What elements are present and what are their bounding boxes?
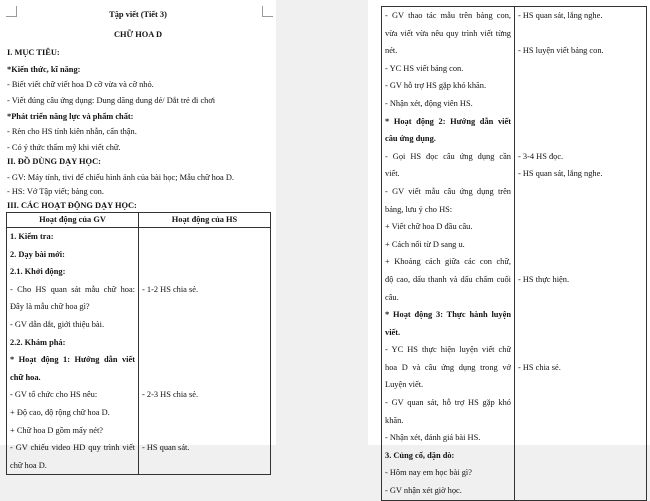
table-line: 2.2. Khám phá: <box>10 337 66 347</box>
table-line <box>142 422 267 440</box>
table-line: - Gọi HS đọc câu ứng dụng cần <box>385 151 511 161</box>
table-line <box>142 316 267 334</box>
table-line: - HS quan sát. <box>142 443 190 453</box>
table-line: - GV quan sát, hỗ trợ HS gặp khó <box>385 398 511 408</box>
table-line: - 3-4 HS đọc. <box>518 151 564 161</box>
table-line: bảng, lưu ý cho HS: <box>385 204 453 214</box>
table-line: nét. <box>385 46 398 56</box>
table-line <box>142 298 267 316</box>
table-line: - GV thao tác mẫu trên bảng con, <box>385 11 511 20</box>
table-line <box>518 464 643 482</box>
table-line: + Chữ hoa D gồm mấy nét? <box>10 425 103 435</box>
table-line: - GV dẫn dắt, giới thiệu bài. <box>10 319 105 329</box>
table-line <box>518 306 643 324</box>
table-line <box>142 369 267 387</box>
table-line: - YC HS viết bảng con. <box>385 63 464 73</box>
subsection-heading: *Phát triển năng lực và phẩm chất: <box>7 112 134 121</box>
table-line <box>518 324 643 342</box>
document-page-right <box>368 0 650 496</box>
paragraph: - HS: Vở Tập viết; bảng con. <box>7 187 104 196</box>
page-gap <box>276 0 368 445</box>
subsection-heading: *Kiến thức, kĩ năng: <box>7 65 81 74</box>
table-line: - Nhận xét, đánh giá bài HS. <box>385 433 481 443</box>
document-page-left <box>0 0 276 470</box>
table-line: - 1-2 HS chia sẻ. <box>142 284 199 294</box>
table-cell-gv <box>7 228 139 475</box>
table-line: hoa D và câu ứng dụng trong vở <box>385 362 511 372</box>
paragraph: - Viết đúng câu ứng dụng: Dung dăng dung dẻ/ Dắt trẻ đi chơi <box>7 96 216 105</box>
table-line: - GV tổ chức cho HS nêu: <box>10 390 98 400</box>
table-line: viết. <box>385 169 400 179</box>
table-line: - 2-3 HS chia sẻ. <box>142 390 199 400</box>
table-line <box>518 429 643 447</box>
table-line: - HS chia sẻ. <box>518 362 561 372</box>
table-line <box>142 246 267 264</box>
table-cell-gv <box>382 7 515 501</box>
table-header-hs: Hoạt động của HS <box>139 213 271 228</box>
paragraph: - Biết viết chữ viết hoa D cỡ vừa và cỡ nhỏ. <box>7 80 154 89</box>
table-line <box>518 113 643 131</box>
table-line <box>518 289 643 307</box>
table-line: - Hôm nay em học bài gì? <box>385 468 472 478</box>
table-line: * Hoạt động 1: Hướng dẫn viết <box>10 355 135 365</box>
table-line: Luyện viết. <box>385 380 424 390</box>
table-line: * Hoạt động 2: Hướng dẫn viết <box>385 116 511 126</box>
lesson-title: Tập viết (Tiết 3) <box>109 10 167 19</box>
table-line: + Cách nối từ D sang u. <box>385 239 465 249</box>
activity-table <box>6 212 271 475</box>
table-line <box>518 236 643 254</box>
table-line: - Nhận xét, động viên HS. <box>385 98 473 108</box>
table-line <box>518 95 643 113</box>
table-line <box>518 253 643 271</box>
table-line: - GV hỗ trợ HS gặp khó khăn. <box>385 81 487 91</box>
table-line <box>518 183 643 201</box>
table-line: vừa viết vừa nêu quy trình viết từng <box>385 28 511 38</box>
table-line: khăn. <box>385 415 404 425</box>
section-heading: I. MỤC TIÊU: <box>7 48 60 57</box>
table-line: - GV viết mẫu câu ứng dụng trên <box>385 186 511 196</box>
lesson-subtitle: CHỮ HOA D <box>113 30 163 39</box>
table-line: - YC HS thực hiện luyện viết chữ <box>385 345 511 355</box>
table-line: 2.1. Khởi động: <box>10 267 66 277</box>
table-line <box>518 201 643 219</box>
table-line: - GV nhận xét giờ học. <box>385 486 462 496</box>
table-line <box>142 334 267 352</box>
table-line: + Độ cao, độ rộng chữ hoa D. <box>10 407 110 417</box>
table-line: 3. Củng cố, dặn dò: <box>385 450 455 460</box>
paragraph: - Rèn cho HS tính kiên nhẫn, cẩn thận. <box>7 127 137 136</box>
table-line <box>142 351 267 369</box>
table-line: + Viết chữ hoa D đầu câu. <box>385 222 473 232</box>
table-line: câu ứng dụng. <box>385 134 436 144</box>
table-line: 1. Kiểm tra: <box>10 232 54 241</box>
paragraph: - Có ý thức thẩm mỹ khi viết chữ. <box>7 143 121 152</box>
activity-table-continued <box>381 6 647 501</box>
table-line <box>518 60 643 78</box>
table-line <box>142 404 267 422</box>
table-cell-hs <box>515 7 647 501</box>
table-line <box>518 376 643 394</box>
table-header-gv: Hoạt động của GV <box>7 213 139 228</box>
table-line <box>142 457 267 475</box>
table-line: Đây là mẫu chữ hoa gì? <box>10 302 90 312</box>
table-line <box>518 412 643 430</box>
table-line: - HS quan sát, lắng nghe. <box>518 11 603 20</box>
table-line <box>518 130 643 148</box>
table-line <box>518 447 643 465</box>
table-line: - Cho HS quan sát mẫu chữ hoa: <box>10 284 135 294</box>
table-line: viết. <box>385 327 401 337</box>
table-line: chữ hoa. <box>10 372 41 382</box>
table-line: * Hoạt động 3: Thực hành luyện <box>385 310 511 320</box>
table-line: - HS thực hiện. <box>518 274 570 284</box>
table-line <box>518 77 643 95</box>
table-line <box>518 341 643 359</box>
table-line: chữ hoa D. <box>10 460 47 470</box>
table-line <box>518 218 643 236</box>
paragraph: - GV: Máy tính, tivi để chiếu hình ảnh của bài học; Mẫu chữ hoa D. <box>7 173 234 182</box>
table-line <box>142 263 267 281</box>
table-line: - HS quan sát, lắng nghe. <box>518 169 603 179</box>
table-line <box>142 228 267 246</box>
table-line: 2. Dạy bài mới: <box>10 249 65 259</box>
table-line: - HS luyện viết bảng con. <box>518 46 604 56</box>
table-line <box>518 482 643 500</box>
section-heading: II. ĐỒ DÙNG DẠY HỌC: <box>7 157 101 166</box>
table-line <box>518 394 643 412</box>
table-line: - GV chiếu video HD quy trình viết <box>10 443 135 453</box>
section-heading: III. CÁC HOẠT ĐỘNG DẠY HỌC: <box>7 201 137 210</box>
table-line: câu. <box>385 292 399 302</box>
table-cell-hs <box>139 228 271 475</box>
table-line: + Khoảng cách giữa các con chữ, <box>385 257 511 267</box>
table-line: độ cao, dấu thanh và dấu chấm cuối <box>385 274 511 284</box>
table-line <box>518 25 643 43</box>
